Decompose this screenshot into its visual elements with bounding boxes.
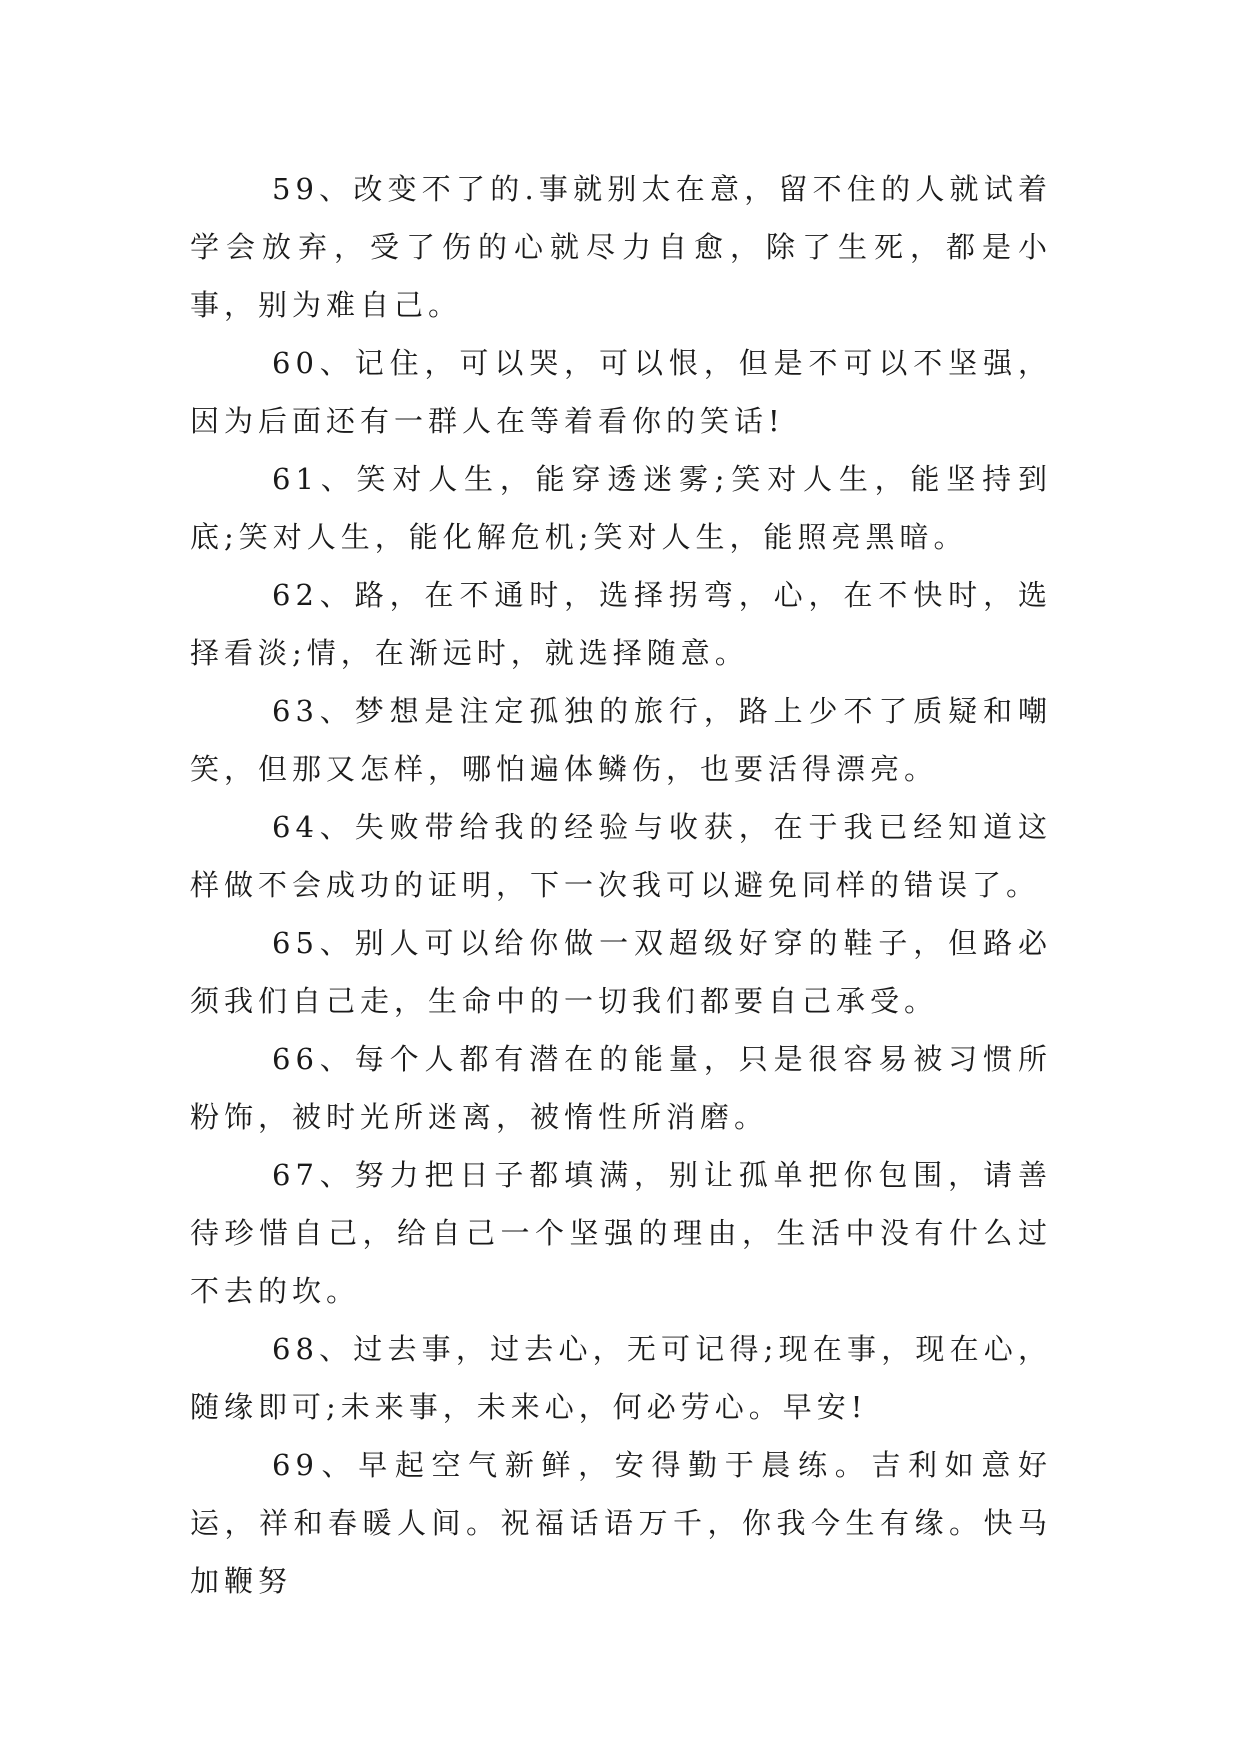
paragraph-61: 61、笑对人生，能穿透迷雾;笑对人生，能坚持到底;笑对人生，能化解危机;笑对人生，能照亮黑暗。: [190, 462, 1052, 554]
document-body: [190, 160, 1052, 1610]
paragraph-67: 67、努力把日子都填满，别让孤单把你包围，请善待珍惜自己，给自己一个坚强的理由，生活中没有什么过不去的坎。: [190, 1158, 1052, 1308]
paragraph-63: 63、梦想是注定孤独的旅行，路上少不了质疑和嘲笑，但那又怎样，哪怕遍体鳞伤，也要活得漂亮。: [190, 694, 1052, 786]
paragraph-64: 64、失败带给我的经验与收获，在于我已经知道这样做不会成功的证明，下一次我可以避免同样的错误了。: [190, 810, 1052, 902]
paragraph-69: 69、早起空气新鲜，安得勤于晨练。吉利如意好运，祥和春暖人间。祝福话语万千，你我今生有缘。快马加鞭努: [190, 1448, 1052, 1598]
paragraph-59: 59、改变不了的.事就别太在意，留不住的人就试着学会放弃，受了伤的心就尽力自愈，除了生死，都是小事，别为难自己。: [190, 172, 1052, 322]
paragraph-65: 65、别人可以给你做一双超级好穿的鞋子，但路必须我们自己走，生命中的一切我们都要自己承受。: [190, 926, 1052, 1018]
paragraph-62: 62、路，在不通时，选择拐弯，心，在不快时，选择看淡;情，在渐远时，就选择随意。: [190, 578, 1052, 670]
paragraph-68: 68、过去事，过去心，无可记得;现在事，现在心，随缘即可;未来事，未来心，何必劳心。早安!: [190, 1332, 1052, 1424]
paragraph-66: 66、每个人都有潜在的能量，只是很容易被习惯所粉饰，被时光所迷离，被惰性所消磨。: [190, 1042, 1052, 1134]
paragraph-60: 60、记住，可以哭，可以恨，但是不可以不坚强，因为后面还有一群人在等着看你的笑话!: [190, 346, 1052, 438]
